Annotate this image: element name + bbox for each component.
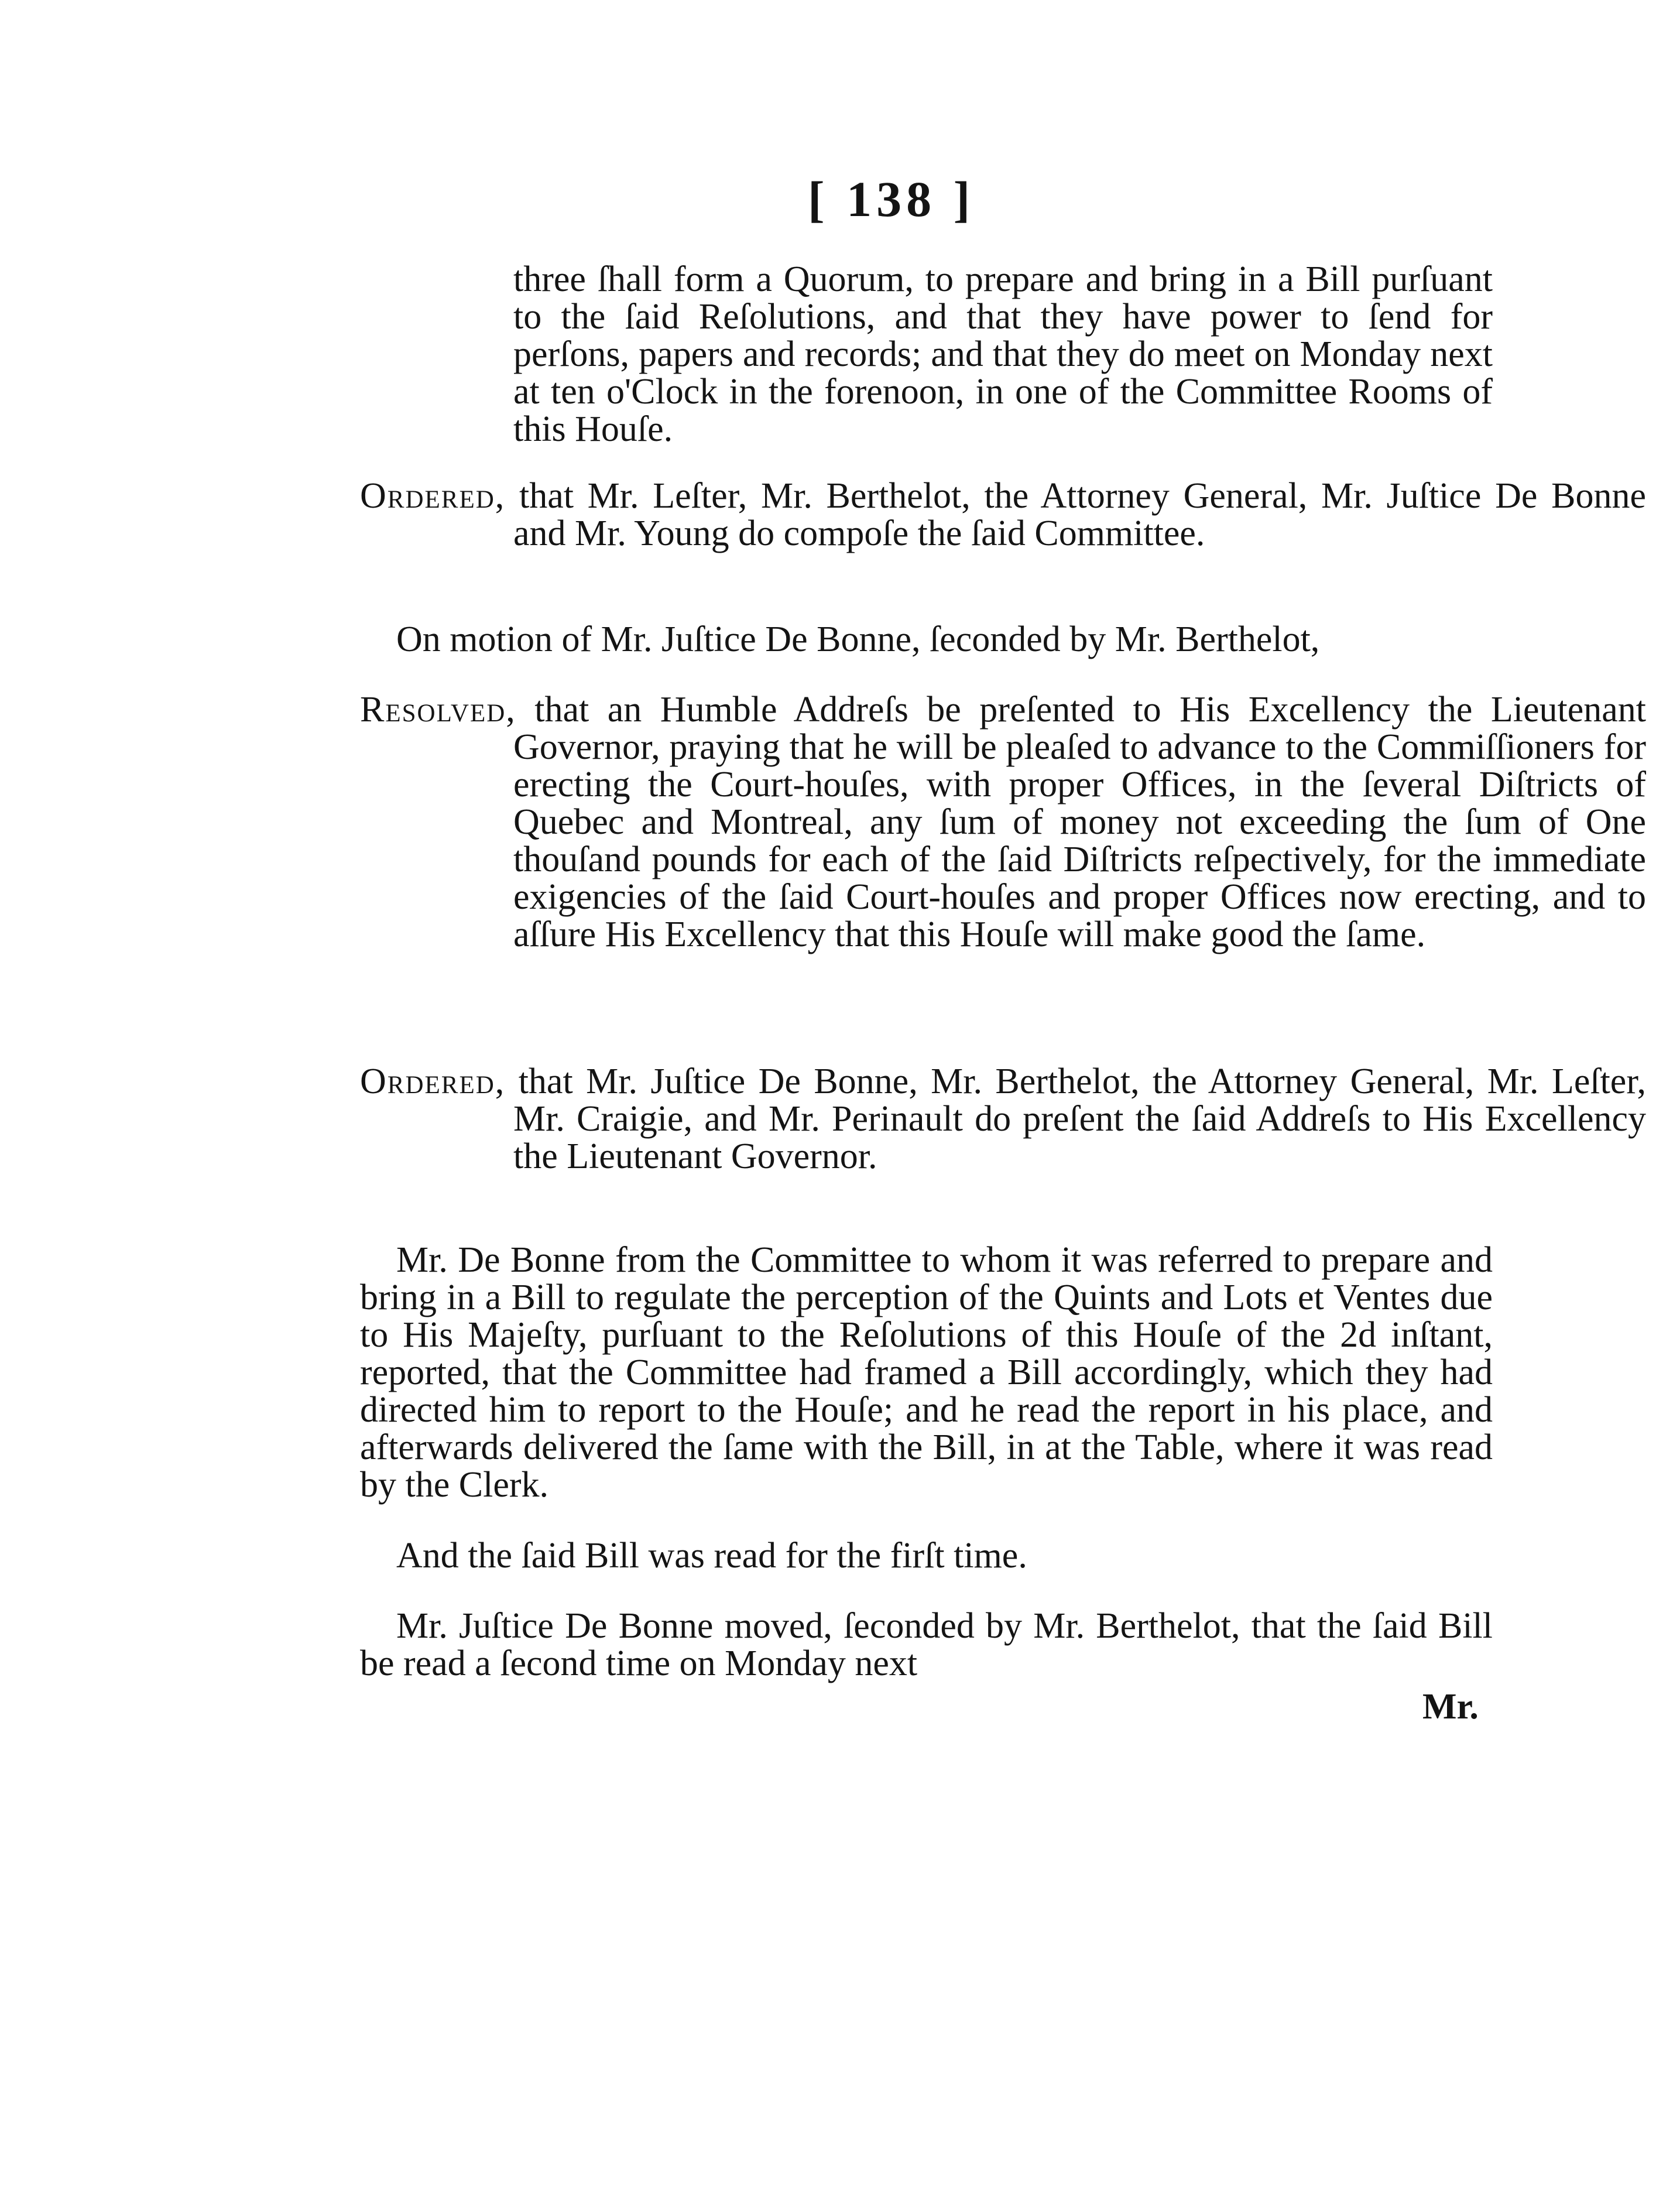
paragraph-text: Mr. De Bonne from the Committee to whom it was referred to prepare and bring in a Bill to regulate the perception of the Quints and Lots et Ventes due to His Majeſty, purſuant to the Reſolutions of this Houſe of the 2d inſtant, reported, that the Committee had framed a Bill accordingly, which they had directed him to report to the Houſe; and he read the report in his place, and afterwards delivered the ſame with the Bill, in at the Table, where it was read by the Clerk.	[360, 1240, 1493, 1505]
paragraph-motion	[360, 621, 1493, 658]
paragraph-first-reading	[360, 1537, 1493, 1574]
paragraph-second-reading-motion	[360, 1607, 1493, 1682]
paragraph-committee-report	[360, 1241, 1493, 1504]
paragraph-lead: Resolved,	[360, 690, 516, 730]
paragraph-resolved-address	[360, 691, 1646, 953]
paragraph-ordered-committee	[360, 477, 1646, 552]
paragraph-text: that an Humble Addreſs be preſented to His Excellency the Lieutenant Governor, praying that he will be pleaſed to advance to the Commiſſioners for erecting the Court-houſes, with proper Offices, in the ſeveral Diſtricts of Quebec and Montreal, any ſum of money not exceeding the ſum of One thouſand pounds for each of the ſaid Diſtricts reſpectively, for the immediate exigencies of the ſaid Court-houſes and proper Offices now erecting, and to aſſure His Excellency that this Houſe will make good the ſame.	[513, 690, 1646, 954]
paragraph-quorum	[513, 261, 1493, 448]
paragraph-body	[360, 690, 1646, 954]
page-number: [ 138 ]	[808, 171, 975, 227]
paragraph-text: three ſhall form a Quorum, to prepare and bring in a Bill purſuant to the ſaid Reſolutions, and that they have power to ſend for perſons, papers and records; and that they do meet on Monday next at ten o'Clock in the forenoon, in one of the Committee Rooms of this Houſe.	[513, 259, 1493, 449]
paragraph-ordered-present	[360, 1063, 1646, 1175]
paragraph-body	[360, 1062, 1646, 1176]
paragraph-text: On motion of Mr. Juſtice De Bonne, ſeconded by Mr. Berthelot,	[396, 619, 1320, 659]
paragraph-text: that Mr. Leſter, Mr. Berthelot, the Attorney General, Mr. Juſtice De Bonne and Mr. Young do compoſe the ſaid Committee.	[505, 476, 1646, 553]
paragraph-lead: Ordered,	[360, 476, 506, 516]
paragraph-lead: Ordered,	[360, 1062, 506, 1101]
catchword: Mr.	[1422, 1687, 1479, 1727]
paragraph-body	[360, 476, 1646, 553]
paragraph-text: Mr. Juſtice De Bonne moved, ſeconded by Mr. Berthelot, that the ſaid Bill be read a ſecond time on Monday next	[360, 1606, 1493, 1683]
paragraph-text: And the ſaid Bill was read for the firſt time.	[396, 1536, 1027, 1576]
paragraph-text: that Mr. Juſtice De Bonne, Mr. Berthelot, the Attorney General, Mr. Leſter, Mr. Craigie, and Mr. Perinault do preſent the ſaid Addreſs to His Excellency the Lieutenant Governor.	[505, 1062, 1646, 1176]
